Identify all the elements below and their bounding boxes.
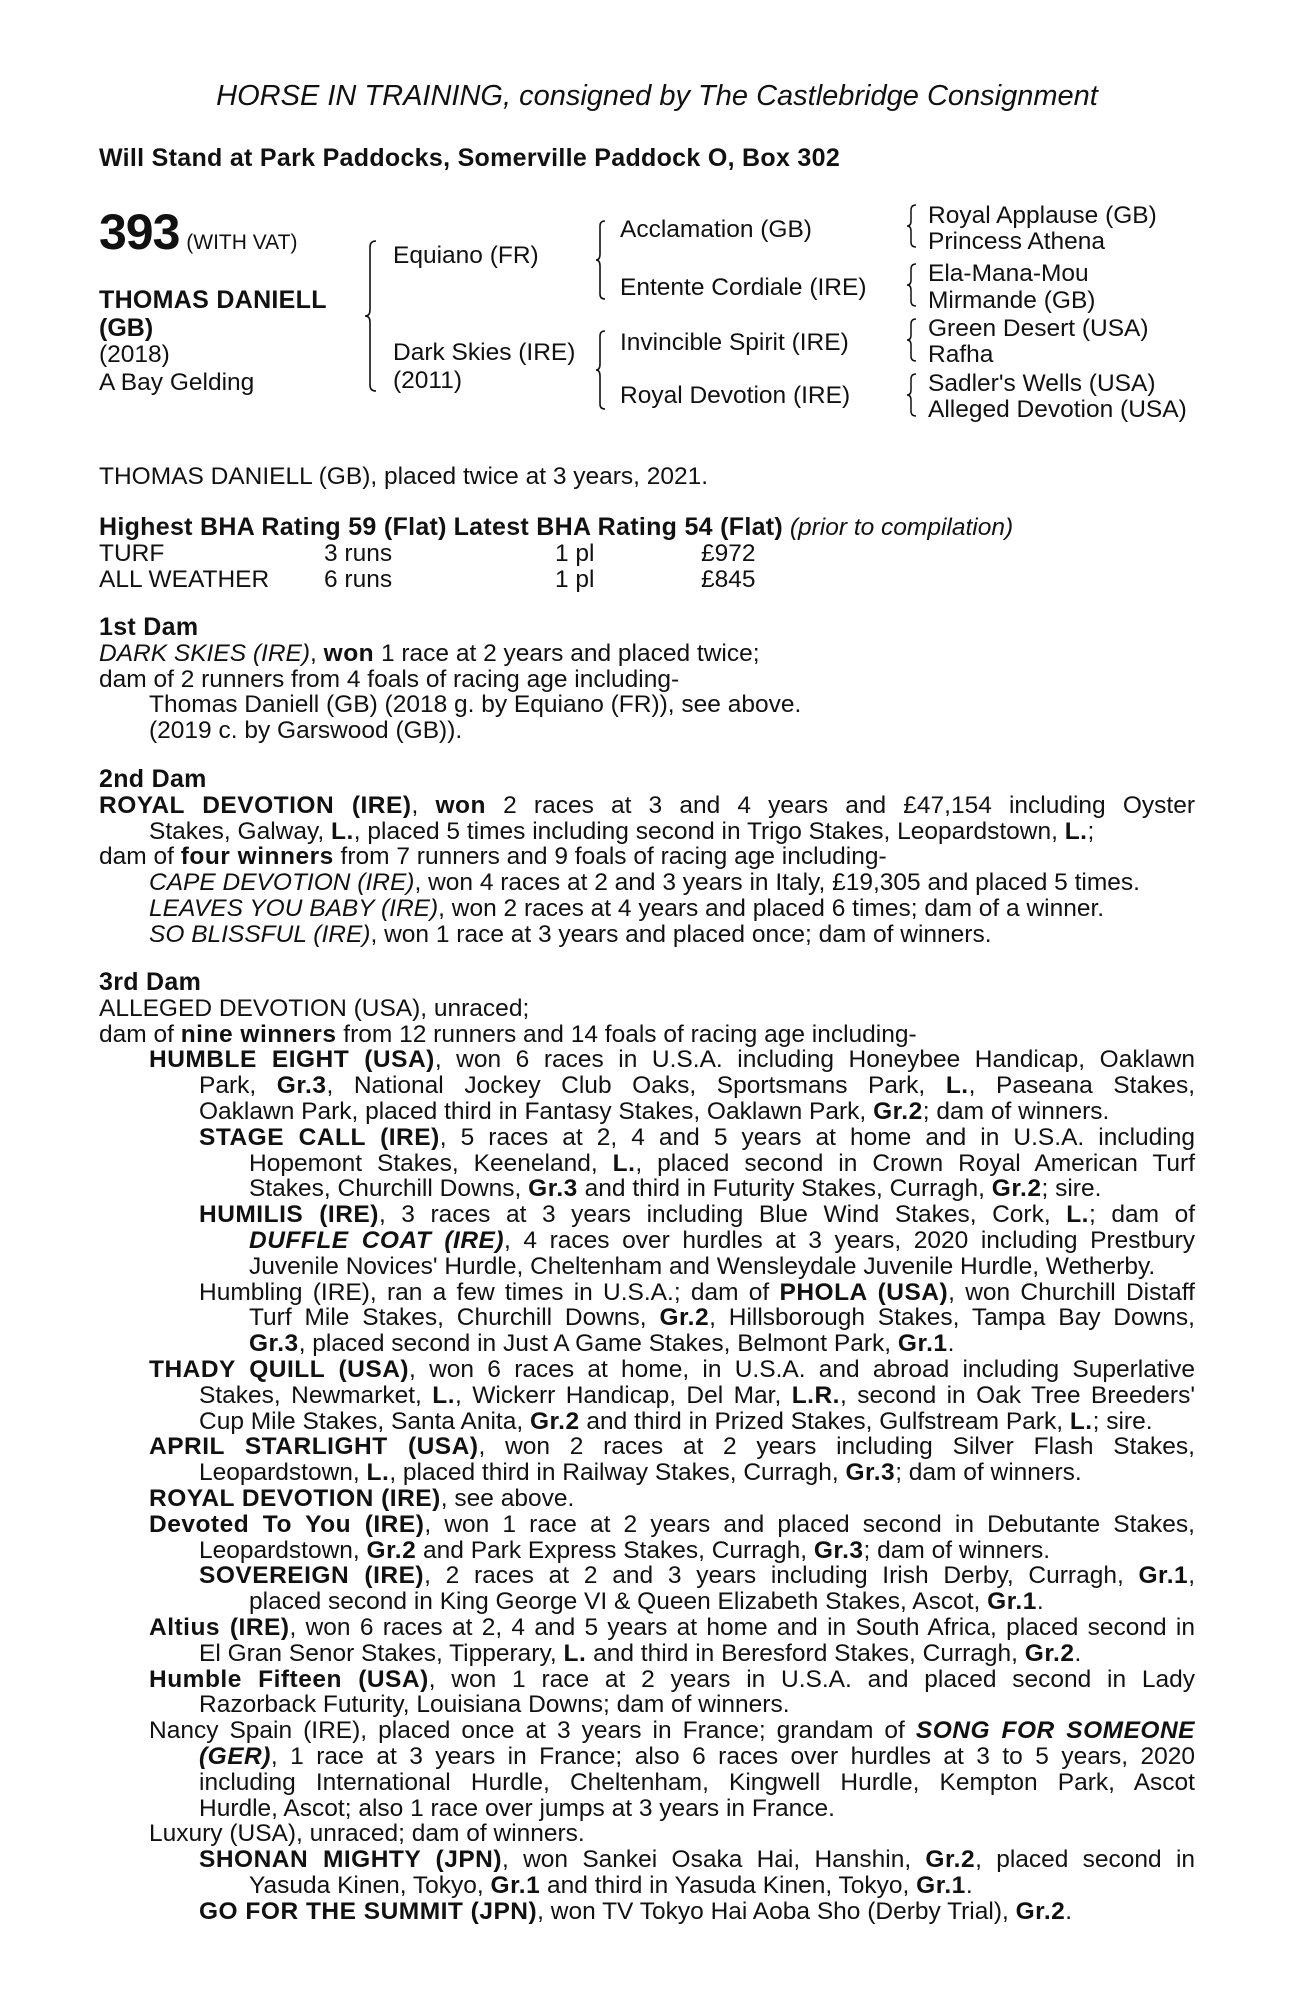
- pedigree-brace: [595, 220, 607, 300]
- section-heading: 1st Dam: [99, 613, 199, 641]
- dam-line: DARK SKIES (IRE), won 1 race at 2 years and placed twice;: [99, 639, 760, 667]
- progeny-line: including International Hurdle, Cheltenham, Kingwell Hurdle, Kempton Park, Ascot: [199, 1768, 1195, 1796]
- progeny-line: GO FOR THE SUMMIT (JPN), won TV Tokyo Hai Aoba Sho (Derby Trial), Gr.2.: [199, 1897, 1073, 1925]
- progeny-line: Razorback Futurity, Louisiana Downs; dam of winners.: [199, 1691, 790, 1719]
- vat-note: (WITH VAT): [186, 231, 298, 254]
- stats-earnings: £972: [701, 539, 756, 567]
- ratings-block: [99, 515, 1195, 592]
- grand-sire-sire-sire: Royal Applause (GB): [928, 202, 1157, 229]
- progeny-line: HUMBLE EIGHT (USA), won 6 races in U.S.A. including Honeybee Handicap, Oaklawn: [149, 1046, 1195, 1074]
- horse-origin: (GB): [99, 314, 154, 342]
- progeny-line: Thomas Daniell (GB) (2018 g. by Equiano (FR)), see above.: [149, 691, 802, 719]
- pedigree-brace: [906, 204, 918, 248]
- ratings-note: (prior to compilation): [789, 514, 1014, 541]
- grand-dam-dam-sire: Sadler's Wells (USA): [928, 370, 1156, 397]
- progeny-line: Yasuda Kinen, Tokyo, Gr.1 and third in Yasuda Kinen, Tokyo, Gr.1.: [249, 1871, 973, 1899]
- grand-sire-dam-sire: Ela-Mana-Mou: [928, 260, 1089, 287]
- third-dam-section: [99, 970, 1195, 1924]
- grand-sire-dam-dam: Mirmande (GB): [928, 287, 1096, 314]
- dam-dam: Royal Devotion (IRE): [620, 382, 851, 409]
- ratings-heading: [99, 515, 1195, 541]
- progeny-line: El Gran Senor Stakes, Tipperary, L. and third in Beresford Stakes, Curragh, Gr.2.: [199, 1639, 1082, 1667]
- progeny-line: Stakes, Churchill Downs, Gr.3 and third in Futurity Stakes, Curragh, Gr.2; sire.: [249, 1175, 1102, 1203]
- sire-dam: Entente Cordiale (IRE): [620, 274, 867, 301]
- progeny-line: CAPE DEVOTION (IRE), won 4 races at 2 and 3 years in Italy, £19,305 and placed 5 times.: [149, 869, 1140, 897]
- foaling-year: (2018): [99, 341, 170, 368]
- progeny-line: LEAVES YOU BABY (IRE), won 2 races at 4 years and placed 6 times; dam of a winner.: [149, 894, 1105, 922]
- progeny-line: Hopemont Stakes, Keeneland, L., placed second in Crown Royal American Turf: [249, 1149, 1196, 1177]
- horse-name: THOMAS DANIELL: [99, 286, 327, 314]
- dam-line: ALLEGED DEVOTION (USA), unraced;: [99, 994, 530, 1022]
- progeny-line: HUMILIS (IRE), 3 races at 3 years including Blue Wind Stakes, Cork, L.; dam of: [199, 1201, 1196, 1229]
- stats-runs: 6 runs: [324, 565, 393, 593]
- dam-line: dam of nine winners from 12 runners and 14 foals of racing age including-: [99, 1020, 917, 1048]
- stand-location: Will Stand at Park Paddocks, Somerville Paddock O, Box 302: [99, 144, 841, 172]
- grand-sire-sire-dam: Princess Athena: [928, 228, 1106, 255]
- grand-dam-sire-sire: Green Desert (USA): [928, 315, 1149, 342]
- pedigree-brace: [906, 318, 918, 362]
- progeny-line: Leopardstown, Gr.2 and Park Express Stakes, Curragh, Gr.3; dam of winners.: [199, 1536, 1051, 1564]
- progeny-line: Humbling (IRE), ran a few times in U.S.A.; dam of PHOLA (USA), won Churchill Distaff: [199, 1278, 1195, 1306]
- sire-sire: Acclamation (GB): [620, 216, 812, 243]
- pedigree-brace: [906, 263, 918, 307]
- progeny-line: Altius (IRE), won 6 races at 2, 4 and 5 years at home and in South Africa, placed second in: [149, 1613, 1195, 1641]
- progeny-line: THADY QUILL (USA), won 6 races at home, in U.S.A. and abroad including Superlative: [149, 1355, 1195, 1383]
- stats-row-turf: [99, 541, 1195, 567]
- progeny-line: DUFFLE COAT (IRE), 4 races over hurdles at 3 years, 2020 including Prestbury: [249, 1226, 1195, 1254]
- pedigree-table: [0, 0, 1314, 440]
- progeny-line: Devoted To You (IRE), won 1 race at 2 years and placed second in Debutante Stakes,: [149, 1510, 1195, 1538]
- second-dam-section: [99, 767, 1195, 948]
- progeny-line: SO BLISSFUL (IRE), won 1 race at 3 years and placed once; dam of winners.: [149, 920, 992, 948]
- grand-dam-dam-dam: Alleged Devotion (USA): [928, 396, 1187, 423]
- latest-rating: Latest BHA Rating 54 (Flat): [453, 513, 784, 541]
- progeny-line: SHONAN MIGHTY (JPN), won Sankei Osaka Hai, Hanshin, Gr.2, placed second in: [199, 1846, 1196, 1874]
- progeny-line: Juvenile Novices' Hurdle, Cheltenham and Wensleydale Juvenile Hurdle, Wetherby.: [249, 1252, 1156, 1280]
- dam-year: (2011): [393, 367, 463, 394]
- progeny-line: Luxury (USA), unraced; dam of winners.: [149, 1820, 585, 1848]
- progeny-line: (GER), 1 race at 3 years in France; also 6 races over hurdles at 3 to 5 years, 2020: [199, 1742, 1195, 1770]
- progeny-line: Gr.3, placed second in Just A Game Stakes, Belmont Park, Gr.1.: [249, 1330, 955, 1358]
- progeny-line: ROYAL DEVOTION (IRE), see above.: [149, 1484, 575, 1512]
- dam-line: dam of four winners from 7 runners and 9 foals of racing age including-: [99, 843, 887, 871]
- progeny-line: Hurdle, Ascot; also 1 race over jumps at 3 years in France.: [199, 1794, 835, 1822]
- progeny-line: Nancy Spain (IRE), placed once at 3 years in France; grandam of SONG FOR SOMEONE: [149, 1717, 1196, 1745]
- pedigree-brace: [595, 330, 607, 410]
- progeny-line: placed second in King George VI & Queen Elizabeth Stakes, Ascot, Gr.1.: [249, 1588, 1044, 1616]
- progeny-line: STAGE CALL (IRE), 5 races at 2, 4 and 5 years at home and in U.S.A. including: [199, 1123, 1195, 1151]
- highest-rating: Highest BHA Rating 59 (Flat): [99, 513, 447, 541]
- stats-earnings: £845: [701, 565, 756, 593]
- sire: Equiano (FR): [393, 242, 539, 269]
- dam-line: ROYAL DEVOTION (IRE), won 2 races at 3 and 4 years and £47,154 including Oyster: [99, 791, 1195, 819]
- progeny-line: Humble Fifteen (USA), won 1 race at 2 years in U.S.A. and placed second in Lady: [149, 1665, 1195, 1693]
- progeny-line: Cup Mile Stakes, Santa Anita, Gr.2 and third in Prized Stakes, Gulfstream Park, L.; sire.: [199, 1407, 1153, 1435]
- horse-description: A Bay Gelding: [99, 369, 255, 396]
- dam-line: dam of 2 runners from 4 foals of racing age including-: [99, 665, 680, 693]
- stats-row-all-weather: [99, 567, 1195, 593]
- stats-placed: 1 pl: [555, 565, 595, 593]
- lot-heading: [99, 204, 298, 260]
- progeny-line: (2019 c. by Garswood (GB)).: [149, 717, 463, 745]
- progeny-line: Turf Mile Stakes, Churchill Downs, Gr.2, Hillsborough Stakes, Tampa Bay Downs,: [249, 1304, 1195, 1332]
- progeny-line: SOVEREIGN (IRE), 2 races at 2 and 3 years including Irish Derby, Curragh, Gr.1,: [199, 1562, 1195, 1590]
- dam: Dark Skies (IRE): [393, 339, 576, 366]
- stats-surface: ALL WEATHER: [99, 565, 270, 593]
- dam-line: Stakes, Galway, L., placed 5 times including second in Trigo Stakes, Leopardstown, L.;: [149, 817, 1095, 845]
- page-title: HORSE IN TRAINING, consigned by The Castlebridge Consignment: [216, 80, 1098, 112]
- progeny-line: Park, Gr.3, National Jockey Club Oaks, Sportsmans Park, L., Paseana Stakes,: [199, 1072, 1196, 1100]
- section-heading: 3rd Dam: [99, 968, 202, 996]
- progeny-line: Leopardstown, L., placed third in Railway Stakes, Curragh, Gr.3; dam of winners.: [199, 1459, 1082, 1487]
- pedigree-brace: [364, 240, 378, 392]
- progeny-line: Oaklawn Park, placed third in Fantasy Stakes, Oaklawn Park, Gr.2; dam of winners.: [199, 1097, 1110, 1125]
- progeny-line: APRIL STARLIGHT (USA), won 2 races at 2 years including Silver Flash Stakes,: [149, 1433, 1195, 1461]
- lot-number: 393: [99, 204, 180, 260]
- first-dam-section: [99, 615, 1195, 744]
- grand-dam-sire-dam: Rafha: [928, 341, 994, 368]
- summary-text: THOMAS DANIELL (GB), placed twice at 3 years, 2021.: [99, 463, 709, 490]
- stats-runs: 3 runs: [324, 539, 393, 567]
- dam-sire: Invincible Spirit (IRE): [620, 329, 849, 356]
- progeny-line: Stakes, Newmarket, L., Wickerr Handicap, Del Mar, L.R., second in Oak Tree Breeders': [199, 1381, 1195, 1409]
- pedigree-brace: [906, 373, 918, 417]
- section-heading: 2nd Dam: [99, 765, 207, 793]
- stats-surface: TURF: [99, 539, 165, 567]
- stats-placed: 1 pl: [555, 539, 595, 567]
